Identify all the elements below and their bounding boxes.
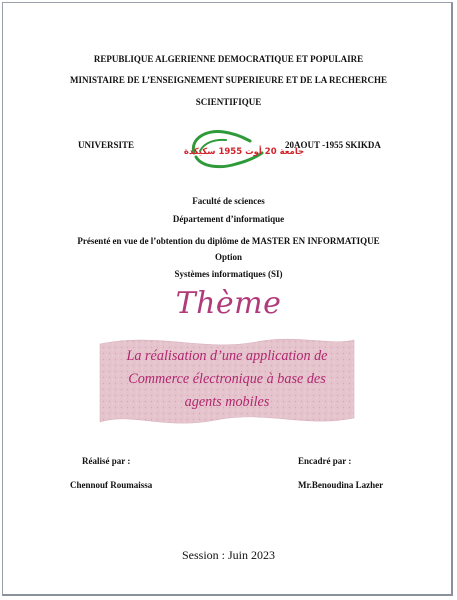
subject-line-2: Commerce électronique à base des: [128, 371, 326, 387]
header-republique: REPUBLIQUE ALGERIENNE DEMOCRATIQUE ET POPULAIRE: [93, 54, 364, 64]
option-value: Systèmes informatiques (SI): [174, 269, 283, 279]
presented-line: Présenté en vue de l’obtention du diplôme de MASTER EN INFORMATIQUE: [77, 236, 380, 246]
logo-arabic-text: جامعة 20 أوت 1955 سكيكدة: [183, 147, 305, 157]
session-date: Session : Juin 2023: [181, 548, 275, 562]
option-label: Option: [214, 252, 242, 262]
encadre-name: Mr.Benoudina Lazher: [298, 480, 384, 490]
university-name: 20AOUT -1955 SKIKDA: [285, 140, 381, 150]
subject-line-3: agents mobiles: [184, 394, 270, 410]
header-scientifique: SCIENTIFIQUE: [195, 97, 262, 107]
theme-title: Thème: [175, 286, 282, 321]
realise-label: Réalisé par :: [82, 456, 131, 466]
faculty-name: Faculté de sciences: [192, 196, 265, 206]
header-ministere: MINISTAIRE DE L’ENSEIGNEMENT SUPERIEURE ET DE LA RECHERCHE: [70, 75, 387, 85]
university-label: UNIVERSITE: [78, 140, 135, 150]
subject-text: [96, 345, 358, 414]
subject-line-1: La réalisation d’une application de: [126, 348, 328, 364]
encadre-label: Encadré par :: [298, 456, 352, 466]
realise-name: Chennouf Roumaissa: [70, 480, 153, 490]
university-logo: [183, 127, 305, 171]
department-name: Département d’informatique: [172, 214, 285, 224]
